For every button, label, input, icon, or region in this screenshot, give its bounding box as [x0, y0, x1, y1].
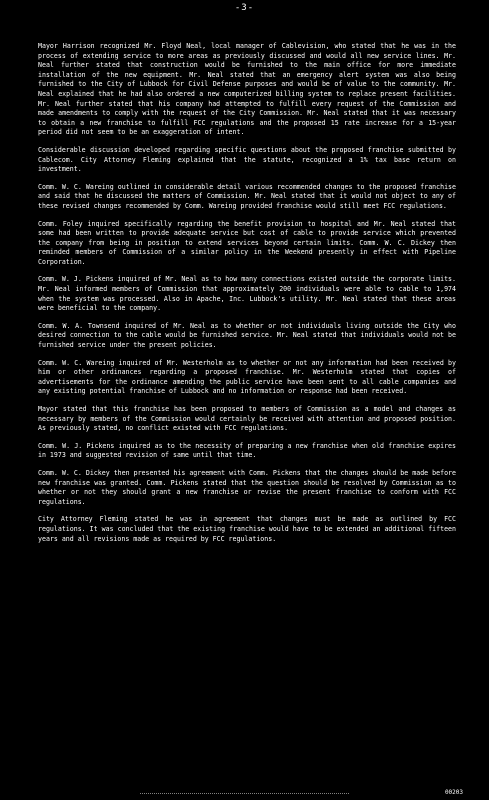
- paragraph-8: Mayor stated that this franchise has been proposed to members of Commission as a model and changes as necessary by members of the Commission would certainly be received with attention and proposed position. As previously stated, no conflict existed with FCC regulations.: [38, 405, 456, 433]
- paragraph-3: Comm. W. C. Wareing outlined in considerable detail various recommended changes to the proposed franchise and said that he discussed the matters of Commission. Mr. Neal stated that it would not object to any of these revised changes recommended by Comm. Wareing provided franchise would still meet FCC regulations.: [38, 182, 456, 210]
- paragraph-1: Mayor Harrison recognized Mr. Floyd Neal, local manager of Cablevision, who stated that he was in the process of extending service to more areas as previously discussed and would all new service lines. Mr. Neal further stated that construction would be furnished to the main office for more immediate installation of the new equipment. Mr. Neal stated that an emergency alert system was also being furnished to the City of Lubbock for Civil Defense purposes and would be of value to the community. Mr. Neal explained that he had also ordered a new computerized billing system to replace present facilities. Mr. Neal further stated that his company had attempted to fulfill every request of the Commission and made amendments to comply with the request of the City Commission. Mr. Neal stated that it was necessary to obtain a new franchise to fulfill FCC regulations and the proposed 15 rate increase for a 15-year period did not seem to be an exaggeration of intent.: [38, 42, 456, 137]
- page-number: -3-: [234, 3, 255, 13]
- paragraph-4: Comm. Foley inquired specifically regarding the benefit provision to hospital and Mr. Neal stated that some had been written to provide adequate service but cost of cable to provide service which prevented the company from being in position to extend services beyond certain limits. Comm. W. C. Dickey then reminded members of Commission of a similar policy in the Weekend presently in effect with Pipeline Corporation.: [38, 219, 456, 266]
- footer-rule: [140, 793, 349, 794]
- minutes-body: [38, 42, 456, 552]
- paragraph-10: Comm. W. C. Dickey then presented his agreement with Comm. Pickens that the changes should be made before new franchise was granted. Comm. Pickens stated that the question should be resolved by Commission as to whether or not they should grant a new franchise or revise the present franchise to conform with FCC regulations.: [38, 468, 456, 506]
- paragraph-6: Comm. W. A. Townsend inquired of Mr. Neal as to whether or not individuals living outside the City who desired connection to the cable would be furnished service. Mr. Neal stated that individuals would not be furnished service under the present policies.: [38, 321, 456, 350]
- paragraph-2: Considerable discussion developed regarding specific questions about the proposed franchise submitted by Cablecom. City Attorney Fleming explained that the statute, recognized a 1% tax base return on investment.: [38, 145, 456, 174]
- paragraph-9: Comm. W. J. Pickens inquired as to the necessity of preparing a new franchise when old franchise expires in 1973 and suggested revision of same until that time.: [38, 441, 456, 460]
- footer-mark: 00203: [444, 789, 463, 796]
- paragraph-5: Comm. W. J. Pickens inquired of Mr. Neal as to how many connections existed outside the corporate limits. Mr. Neal informed members of Commission that approximately 200 individuals were able to cable to 1,974 when the system was processed. Also in Apache, Inc. Lubbock's utility. Mr. Neal stated that these areas were beneficial to the company.: [38, 275, 456, 313]
- paragraph-11: City Attorney Fleming stated he was in agreement that changes must be made as outlined by FCC regulations. It was concluded that the existing franchise would have to be extended an additional fifteen years and all revisions made as required by FCC regulations.: [38, 515, 456, 543]
- paragraph-7: Comm. W. C. Wareing inquired of Mr. Westerholm as to whether or not any information had been received by him or other ordinances regarding a proposed franchise. Mr. Westerholm stated that copies of advertisements for the ordinance amending the public service have been sent to all cable companies and any existing potential franchise of Lubbock and no information or response had been received.: [38, 358, 456, 396]
